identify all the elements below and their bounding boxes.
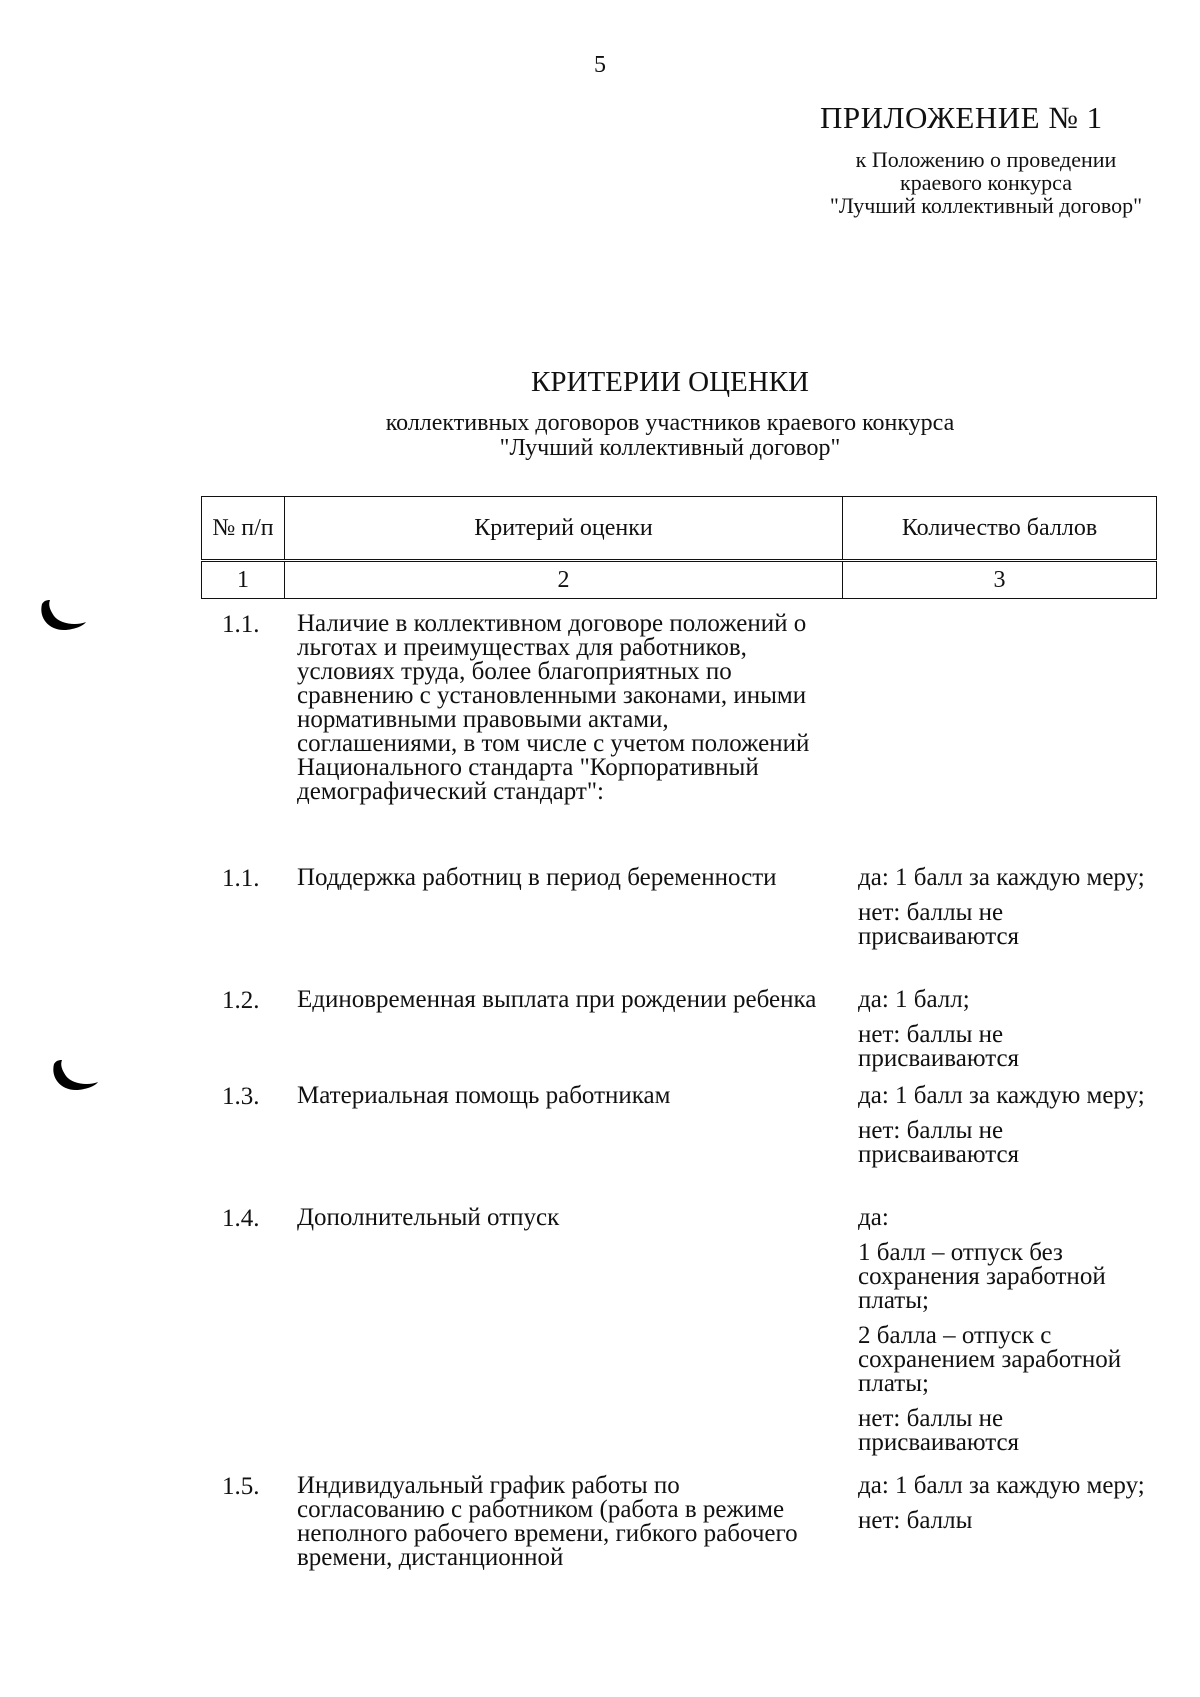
document-heading: КРИТЕРИИ ОЦЕНКИ [531,366,809,398]
criterion-text: Поддержка работниц в период беременности [297,864,777,891]
document-subheading: коллективных договоров участников краевого конкурса [385,410,955,436]
row-number: 1.4. [222,1205,260,1232]
scan-artifact-mark [50,1058,100,1098]
criteria-table-header [201,496,1157,599]
criterion-text: Дополнительный отпуск [297,1204,560,1231]
score-text: нет: баллы не присваиваются [858,1405,1020,1456]
score-cell [858,1084,1158,1178]
score-text: да: 1 балл за каждую меру; [858,1082,1145,1109]
row-number: 1.2. [222,987,260,1014]
criterion-text: Индивидуальный график работы по согласованию с работником (работа в режиме неполного рабочего времени, гибкого рабочего времени, дистанционной [297,1472,798,1571]
score-text: да: 1 балл за каждую меру; [858,864,1145,891]
score-cell [858,1206,1148,1466]
appendix-line: краевого конкурса [900,170,1072,195]
scan-artifact-mark [38,598,88,638]
header-criterion-cell: Критерий оценки [285,497,843,560]
row-number: 1.1. [222,865,260,892]
score-text: нет: баллы не присваиваются [858,899,1020,950]
column-number-2: 2 [285,562,843,599]
score-text: нет: баллы [858,1507,973,1534]
criterion-text: Единовременная выплата при рождении ребенка [297,986,817,1013]
score-cell [858,988,1158,1082]
appendix-line: "Лучший коллективный договор" [829,193,1143,218]
score-text: да: [858,1204,889,1231]
column-number-1: 1 [202,562,285,599]
appendix-title: ПРИЛОЖЕНИЕ № 1 [820,100,1103,135]
header-number-cell: № п/п [202,497,285,560]
column-number-3: 3 [843,562,1157,599]
score-text: нет: баллы не присваиваются [858,1117,1020,1168]
row-number: 1.5. [222,1473,260,1500]
header-score-cell: Количество баллов [843,497,1157,560]
score-text: 2 балла – отпуск с сохранением заработной платы; [858,1322,1122,1397]
row-number: 1.3. [222,1083,260,1110]
score-text: да: 1 балл за каждую меру; [858,1472,1145,1499]
score-text: нет: баллы не присваиваются [858,1021,1020,1072]
document-subheading: "Лучший коллективный договор" [499,435,841,461]
row-number: 1.1. [222,611,260,638]
score-text: да: 1 балл; [858,986,970,1013]
score-cell [858,1474,1158,1544]
criterion-text: Материальная помощь работникам [297,1082,671,1109]
appendix-line: к Положению о проведении [855,147,1117,172]
page-number: 5 [594,52,606,78]
score-text: 1 балл – отпуск без сохранения заработной платы; [858,1239,1106,1314]
score-cell [858,866,1158,960]
criterion-text: Наличие в коллективном договоре положений о льготах и преимуществах для работников, условиях труда, более благоприятных по сравнению с установленными законами, иными нормативными правовыми актами, соглашениями, в том числе с учетом положений Национального стандарта "Корпоративный демографический стандарт": [297,610,810,805]
